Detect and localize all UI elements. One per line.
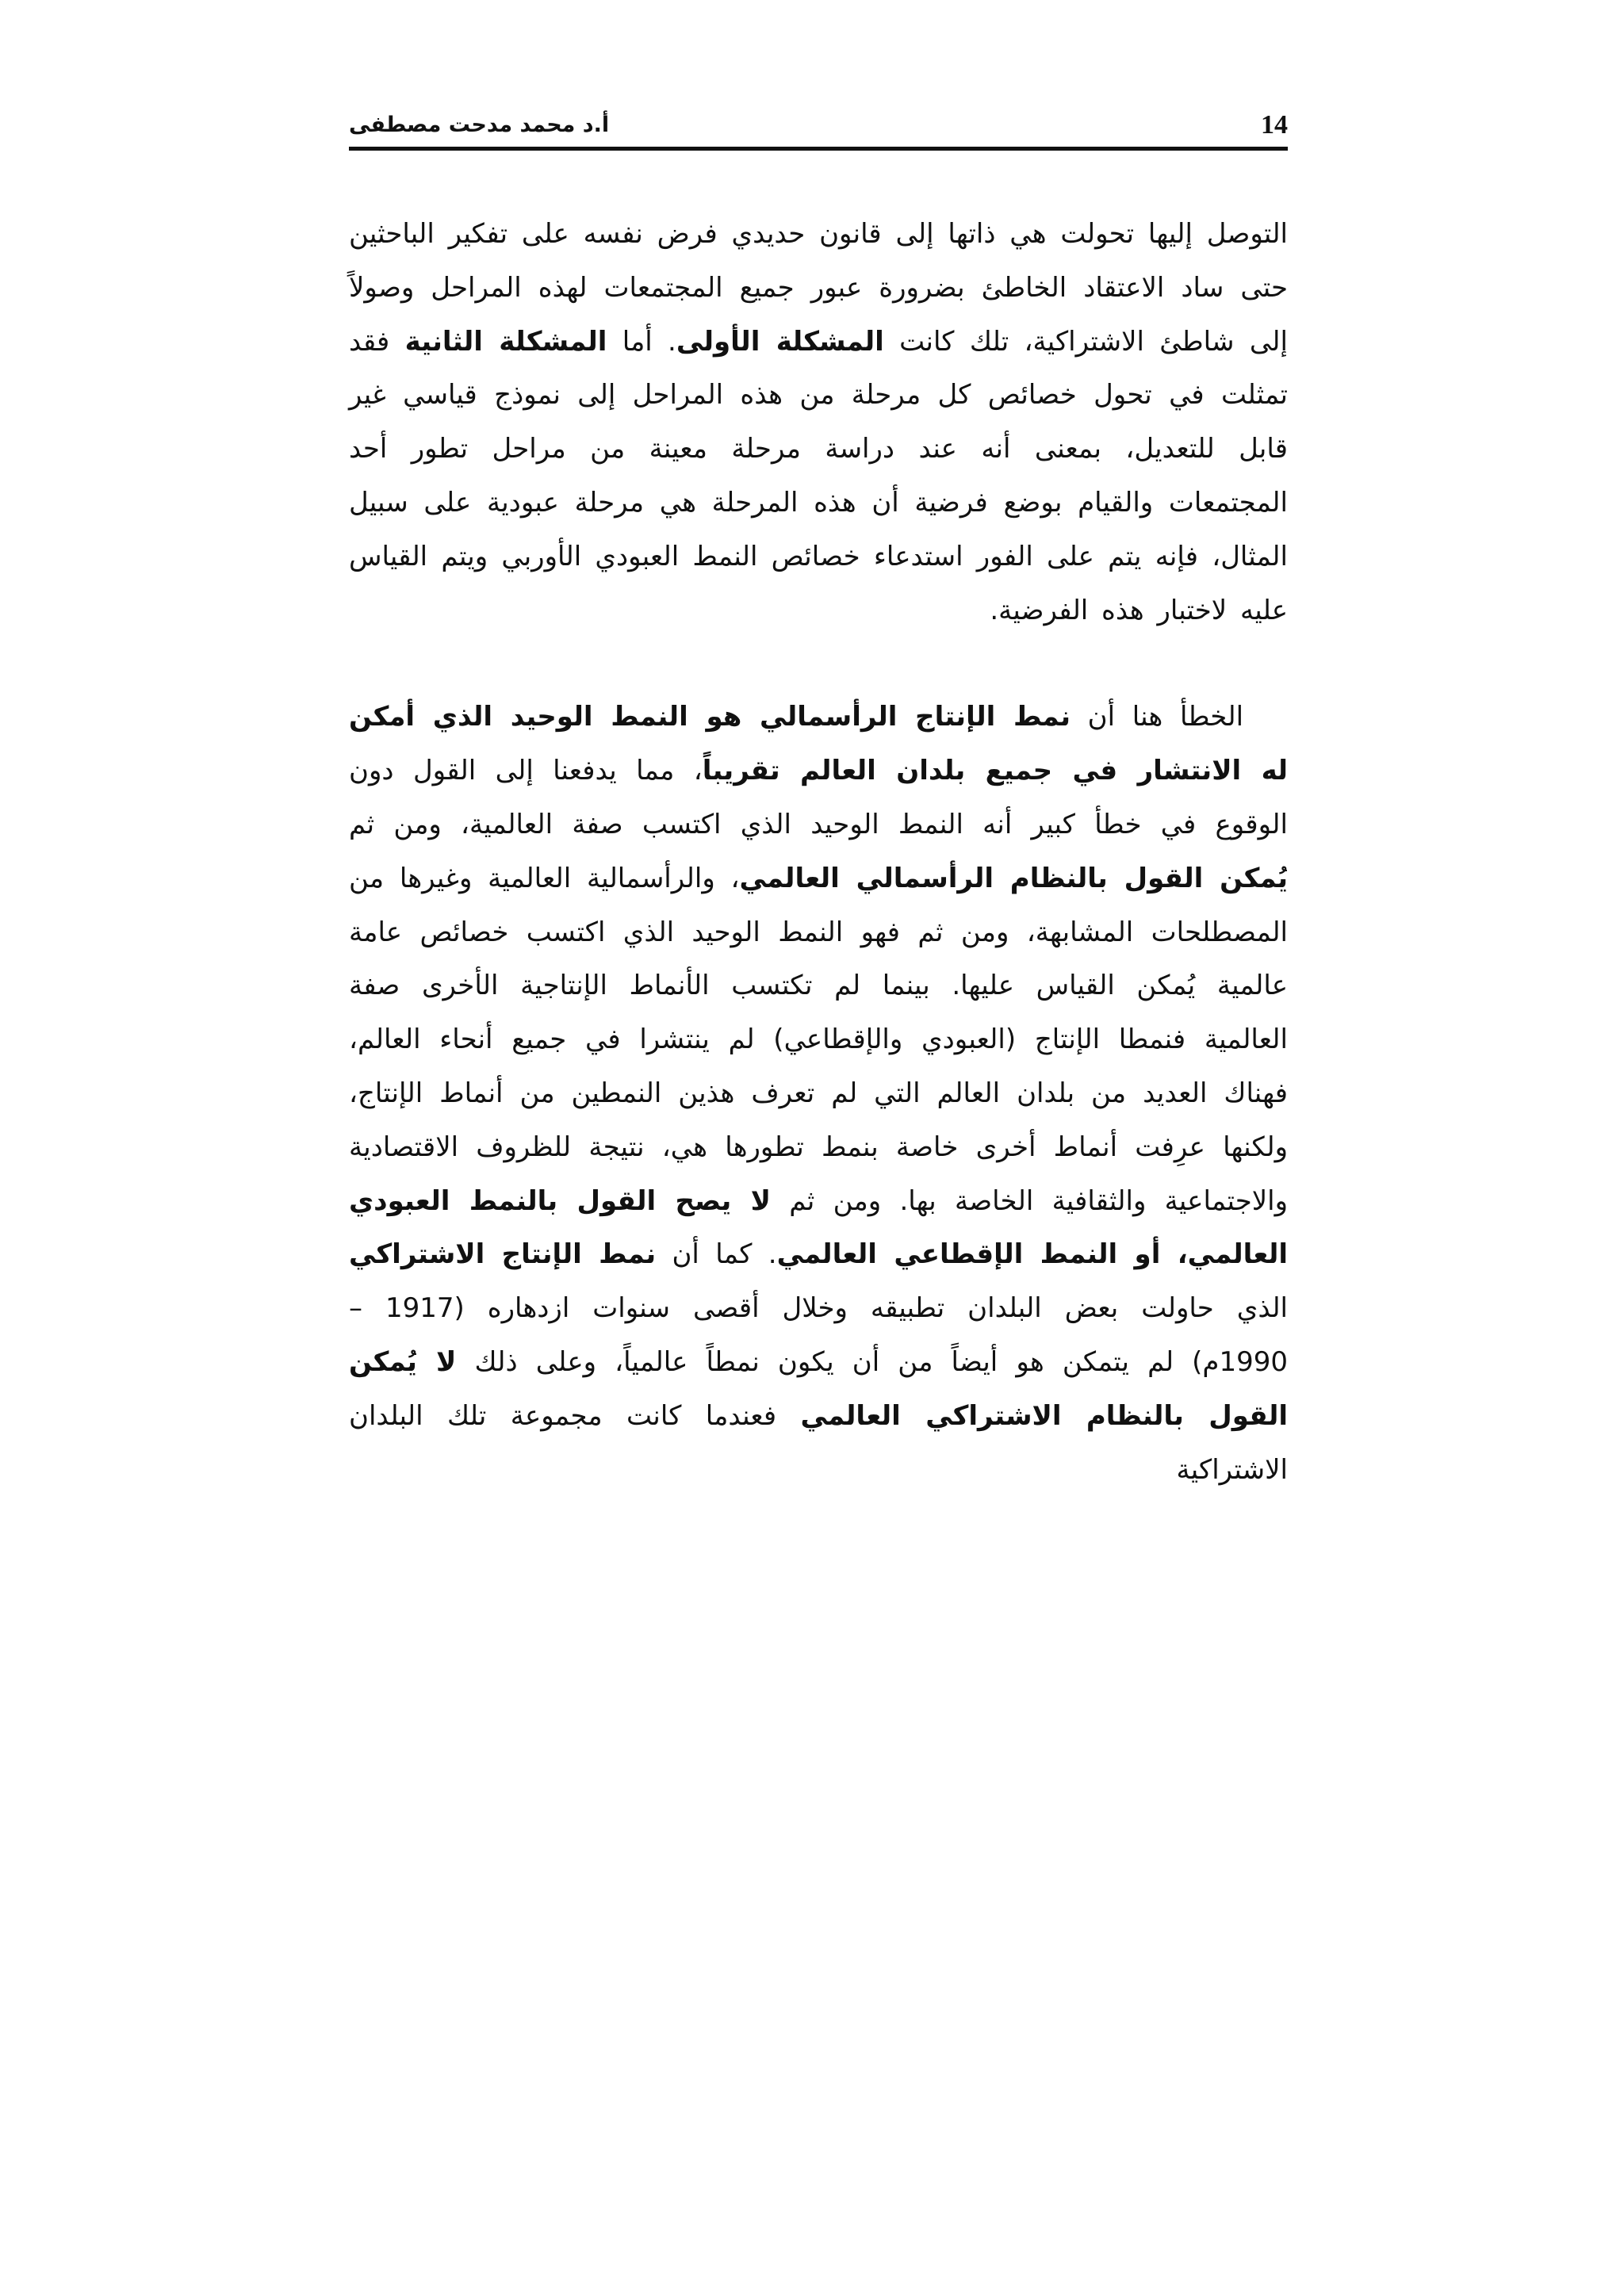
bold-phrase: المشكلة الثانية xyxy=(404,325,607,358)
text-run: الذي حاولت بعض البلدان تطبيقه وخلال أقصى سنوات ازدهاره (1917 – 1990م) لم يتمكن هو أيضاً من أن يكون نمطاً عالمياً، وعلى ذلك xyxy=(349,1292,1289,1378)
paragraph-2 xyxy=(349,691,1288,1497)
text-run: . أما xyxy=(607,325,676,358)
text-run: فقد تمثلت في تحول خصائص كل مرحلة من هذه المراحل إلى نموذج قياسي غير قابل للتعديل، بمعنى أنه عند دراسة مرحلة معينة من مراحل تطور أحد المجتمعات والقيام بوضع فرضية أن هذه المرحلة هي مرحلة عبودية على سبيل المثال، فإنه يتم على الفور استدعاء خصائص النمط العبودي الأوربي ويتم القياس عليه لاختبار هذه الفرضية. xyxy=(349,325,1288,626)
bold-phrase: لا يُمكن القول بالنظام الاشتراكي العالمي xyxy=(349,1345,1288,1432)
page-number: 14 xyxy=(1261,110,1288,140)
paragraph-1 xyxy=(349,208,1288,637)
bold-phrase: لا يصح القول بالنمط العبودي العالمي، أو النمط الإقطاعي العالمي xyxy=(349,1184,1288,1271)
bold-phrase: يُمكن القول بالنظام الرأسمالي العالمي xyxy=(739,862,1288,894)
bold-phrase: المشكلة الأولى xyxy=(676,325,884,358)
text-run: التوصل إليها تحولت هي ذاتها إلى قانون حديدي فرض نفسه على تفكير الباحثين حتى ساد الاعتقاد الخاطئ بضرورة عبور جميع المجتمعات لهذه المراحل وصولاً إلى شاطئ الاشتراكية، تلك كانت xyxy=(349,218,1288,358)
bold-phrase: نمط الإنتاج الاشتراكي xyxy=(349,1238,657,1271)
header-rule xyxy=(349,147,1288,151)
author-running-head: أ.د محمد مدحت مصطفى xyxy=(349,113,610,137)
body-text xyxy=(349,208,1288,1497)
bold-phrase: نمط الإنتاج الرأسمالي هو النمط الوحيد الذي أمكن له الانتشار في جميع بلدان العالم تقريباً xyxy=(349,701,1288,787)
text-run: فعندما كانت مجموعة تلك البلدان الاشتراكية xyxy=(349,1399,1288,1486)
text-run: ، والرأسمالية العالمية وغيرها من المصطلحات المشابهة، ومن ثم فهو النمط الوحيد الذي اكتسب خصائص عامة عالمية يُمكن القياس عليها. بينما لم تكتسب الأنماط الإنتاجية الأخرى صفة العالمية فنمطا الإنتاج (العبودي والإقطاعي) لم ينتشرا في جميع أنحاء العالم، فهناك العديد من بلدان العالم التي لم تعرف هذين النمطين من أنماط الإنتاج، ولكنها عرِفت أنماط أخرى خاصة بنمط تطورها هي، نتيجة للظروف الاقتصادية والاجتماعية والثقافية الخاصة بها. ومن ثم xyxy=(349,862,1288,1217)
text-run: الخطأ هنا أن xyxy=(1070,701,1244,733)
page-header xyxy=(349,101,1288,149)
text-run: ، مما يدفعنا إلى القول دون الوقوع في خطأ كبير أنه النمط الوحيد الذي اكتسب صفة العالمية، ومن ثم xyxy=(349,755,1288,840)
text-run: . كما أن xyxy=(656,1238,777,1271)
